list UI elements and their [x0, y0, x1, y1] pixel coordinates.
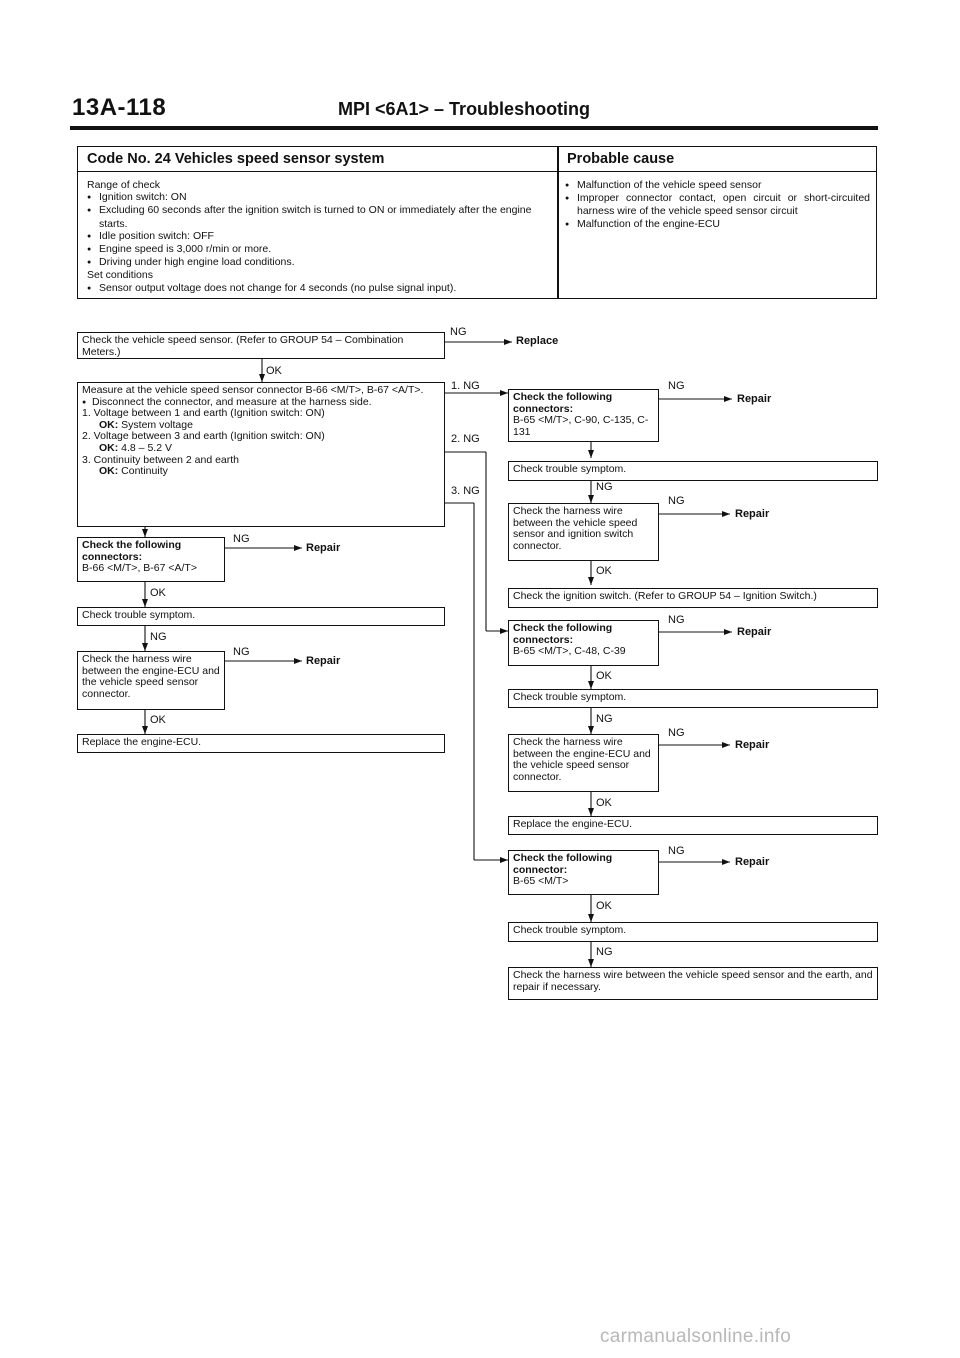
ok-value: System voltage — [121, 418, 193, 431]
probable-cause-header: Probable cause — [558, 147, 876, 172]
measure-ok — [82, 466, 440, 478]
ng-label: NG — [233, 533, 250, 545]
connectors-title: Check the following connector: — [513, 852, 613, 876]
ng-label: NG — [233, 646, 250, 658]
left-connectors-box — [77, 537, 225, 582]
r2-connectors-box — [508, 620, 659, 666]
ok-value: Continuity — [121, 465, 168, 478]
range-item: ● Engine speed is 3,000 r/min or more. — [87, 243, 549, 256]
ok-label: OK — [596, 670, 612, 682]
ng-2-label: 2. NG — [451, 433, 480, 445]
repair-label: Repair — [737, 393, 772, 405]
page-number: 13A-118 — [72, 94, 167, 121]
ng-3-label: 3. NG — [451, 485, 480, 497]
left-replace-ecu-box: Replace the engine-ECU. — [77, 734, 445, 753]
measure-ok — [82, 443, 440, 455]
set-item: ● Sensor output voltage does not change for 4 seconds (no pulse signal input). — [87, 282, 549, 295]
check-speed-sensor-box: Check the vehicle speed sensor. (Refer to GROUP 54 – Combination Meters.) — [77, 332, 445, 359]
ok-label: OK — [150, 587, 166, 599]
measure-title: Measure at the vehicle speed sensor connector B-66 <M/T>, B-67 <A/T>. — [82, 384, 424, 396]
header-rule — [70, 126, 878, 130]
r1-harness-box: Check the harness wire between the vehicle speed sensor and ignition switch connector. — [508, 503, 659, 561]
ok-label: OK — [150, 714, 166, 726]
probable-causes — [565, 179, 870, 231]
ok-label: OK: — [99, 441, 119, 454]
connectors-title: Check the following connectors: — [513, 622, 613, 646]
range-item: ● Driving under high engine load conditions. — [87, 256, 549, 269]
page-title: MPI <6A1> – Troubleshooting — [338, 99, 591, 119]
ok-label: OK — [596, 565, 612, 577]
ng-label: NG — [668, 495, 685, 507]
ng-label: NG — [596, 946, 613, 958]
ng-label: NG — [596, 481, 613, 493]
cause-item: ● Malfunction of the engine-ECU — [565, 218, 870, 231]
measure-step: 1. Voltage between 1 and earth (Ignition switch: ON) — [82, 407, 325, 420]
ok-label: OK — [266, 365, 282, 377]
ok-label: OK: — [99, 418, 119, 431]
range-item: ● Excluding 60 seconds after the ignition switch is turned to ON or immediately after the engine starts. — [87, 204, 549, 229]
r3-connector-box — [508, 850, 659, 895]
cause-item: ● Improper connector contact, open circuit or short-circuited harness wire of the vehicle speed sensor circuit — [565, 192, 870, 217]
repair-label: Repair — [735, 739, 770, 751]
r2-harness-box: Check the harness wire between the engine-ECU and the vehicle speed sensor connector. — [508, 734, 659, 792]
r2-trouble-box: Check trouble symptom. — [508, 689, 878, 708]
ng-label: NG — [668, 727, 685, 739]
ok-label: OK: — [99, 465, 119, 478]
ng-1-label: 1. NG — [451, 380, 480, 392]
range-heading: Range of check — [87, 179, 160, 191]
r3-harness-box: Check the harness wire between the vehicle speed sensor and the earth, and repair if necessary. — [508, 967, 878, 1000]
repair-label: Repair — [737, 626, 772, 638]
ignition-check-box: Check the ignition switch. (Refer to GROUP 54 – Ignition Switch.) — [508, 588, 878, 608]
code-header: Code No. 24 Vehicles speed sensor system — [78, 147, 558, 172]
measure-step: 2. Voltage between 3 and earth (Ignition switch: ON) — [82, 430, 325, 443]
r2-replace-ecu-box: Replace the engine-ECU. — [508, 816, 878, 835]
ng-label: NG — [668, 845, 685, 857]
repair-label: Repair — [306, 655, 341, 667]
measure-box — [77, 382, 445, 527]
r1-trouble-box: Check trouble symptom. — [508, 461, 878, 481]
ng-label: NG — [596, 713, 613, 725]
ok-label: OK — [596, 900, 612, 912]
connectors-body: B-65 <M/T> — [513, 875, 569, 888]
connectors-title: Check the following connectors: — [513, 391, 613, 415]
ng-label: NG — [150, 631, 167, 643]
watermark-text: carmanualsonline.info — [600, 1326, 792, 1347]
repair-label: Repair — [306, 542, 341, 554]
measure-step: 3. Continuity between 2 and earth — [82, 453, 240, 466]
connectors-title: Check the following connectors: — [82, 539, 182, 563]
ok-label: OK — [596, 797, 612, 809]
check-conditions — [87, 179, 549, 295]
replace-label: Replace — [516, 335, 559, 347]
connectors-body: B-65 <M/T>, C-48, C-39 — [513, 645, 626, 658]
ok-value: 4.8 – 5.2 V — [121, 441, 172, 454]
r3-trouble-box: Check trouble symptom. — [508, 922, 878, 942]
repair-label: Repair — [735, 508, 770, 520]
code-table — [77, 146, 877, 299]
ng-label: NG — [668, 614, 685, 626]
ng-label: NG — [450, 326, 467, 338]
range-item: ● Ignition switch: ON — [87, 191, 549, 204]
range-item: ● Idle position switch: OFF — [87, 230, 549, 243]
connectors-body: B-65 <M/T>, C-90, C-135, C-131 — [513, 414, 649, 438]
repair-label: Repair — [735, 856, 770, 868]
table-divider — [557, 147, 559, 298]
r1-connectors-box — [508, 389, 659, 442]
measure-bullet: ● Disconnect the connector, and measure at the harness side. — [82, 397, 440, 409]
left-trouble-box: Check trouble symptom. — [77, 607, 445, 626]
ng-label: NG — [668, 380, 685, 392]
cause-item: ● Malfunction of the vehicle speed sensor — [565, 179, 870, 192]
left-harness-box: Check the harness wire between the engine-ECU and the vehicle speed sensor connector. — [77, 651, 225, 710]
set-heading: Set conditions — [87, 269, 153, 282]
connectors-body: B-66 <M/T>, B-67 <A/T> — [82, 562, 197, 575]
